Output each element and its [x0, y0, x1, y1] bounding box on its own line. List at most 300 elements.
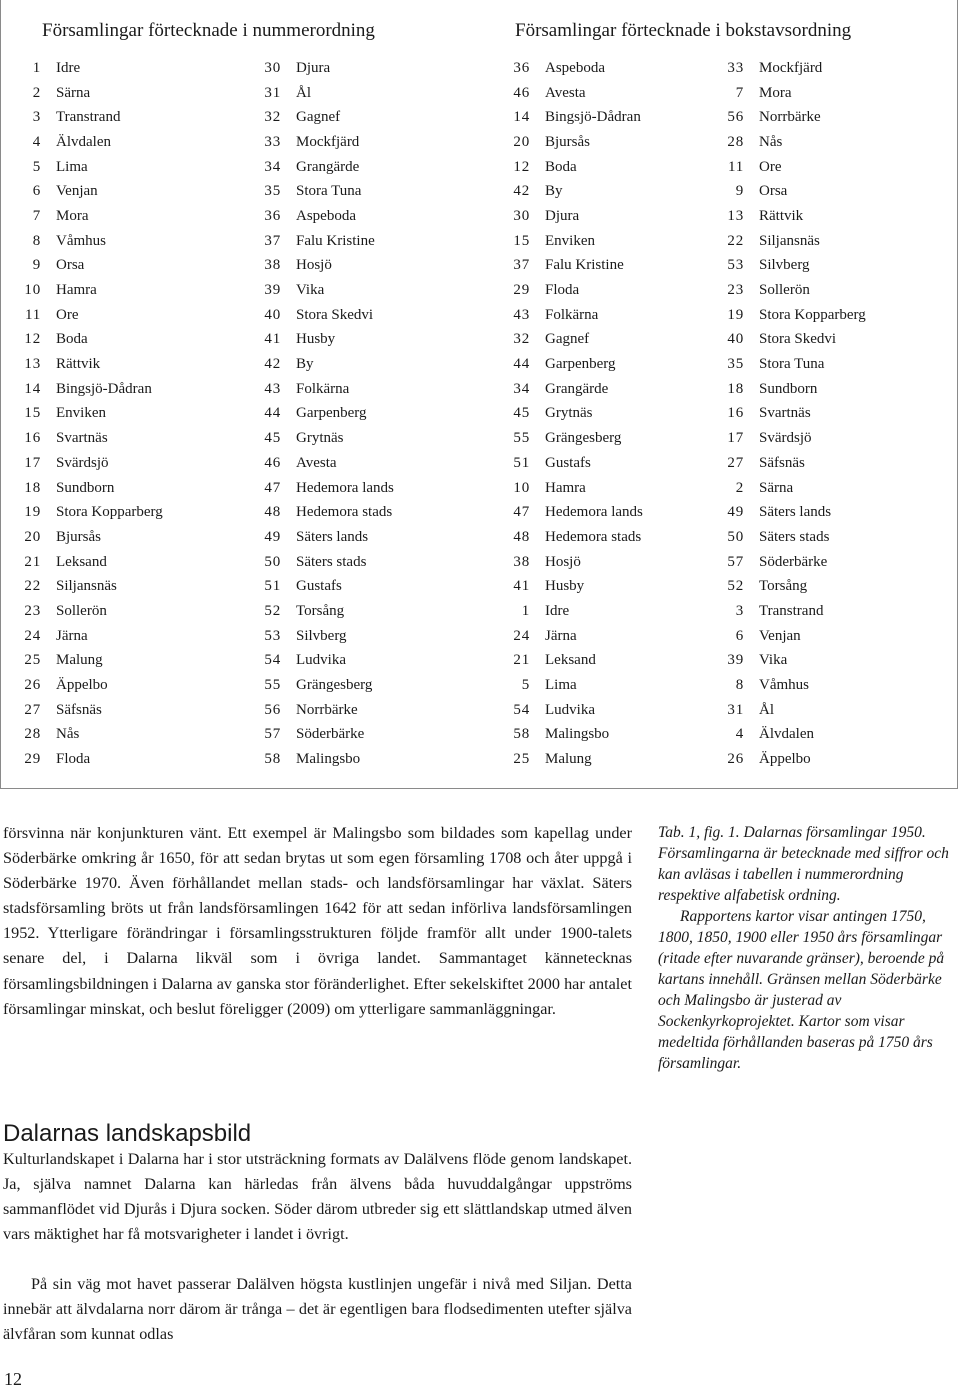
parish-row: [470, 229, 643, 254]
parish-name: Svärdsjö: [56, 454, 109, 471]
parish-row: [0, 723, 163, 748]
parish-name: Hedemora lands: [545, 504, 643, 521]
parish-name: Siljansnäs: [56, 578, 117, 595]
parish-number: 31: [727, 701, 744, 718]
parish-number: 7: [32, 207, 41, 224]
parish-number: 16: [24, 430, 41, 447]
parish-name: Gustafs: [545, 454, 591, 471]
parish-name: Folkärna: [545, 306, 599, 323]
parish-row: [695, 229, 866, 254]
parish-row: [222, 204, 394, 229]
parish-number: 43: [513, 306, 530, 323]
parish-number: 21: [513, 652, 530, 669]
parish-row: [470, 204, 643, 229]
parish-row: [222, 451, 394, 476]
parish-name: Stora Kopparberg: [759, 306, 866, 323]
parish-row: [222, 56, 394, 81]
parish-row: [695, 525, 866, 550]
parish-name: Transtrand: [56, 109, 121, 126]
parish-row: [695, 402, 866, 427]
parish-row: [470, 278, 643, 303]
parish-name: Folkärna: [296, 380, 350, 397]
parish-number: 11: [727, 158, 744, 175]
parish-name: Leksand: [56, 553, 107, 570]
parish-name: Svartnäs: [759, 405, 811, 422]
parish-name: Torsång: [296, 602, 345, 619]
parish-name: Orsa: [759, 183, 788, 200]
parish-row: [222, 303, 394, 328]
parish-number: 36: [264, 207, 281, 224]
parish-row: [470, 747, 643, 772]
parish-name: Vika: [759, 652, 788, 669]
parish-row: [695, 254, 866, 279]
parish-number: 15: [24, 405, 41, 422]
parish-row: [470, 81, 643, 106]
parish-number: 10: [513, 479, 530, 496]
parish-row: [470, 574, 643, 599]
parish-row: [470, 476, 643, 501]
parish-number: 39: [264, 282, 281, 299]
parish-name: Hedemora lands: [296, 479, 394, 496]
parish-name: Norrbärke: [759, 109, 821, 126]
parish-number: 29: [513, 282, 530, 299]
parish-number: 51: [264, 578, 281, 595]
parish-row: [222, 254, 394, 279]
parish-number: 46: [513, 84, 530, 101]
parish-row: [0, 747, 163, 772]
parish-name: Grängesberg: [296, 677, 373, 694]
parish-name: Ludvika: [545, 701, 595, 718]
parish-number: 49: [264, 528, 281, 545]
parish-row: [695, 155, 866, 180]
parish-number: 22: [24, 578, 41, 595]
parish-row: [0, 698, 163, 723]
parish-row: [470, 130, 643, 155]
parish-name: Transtrand: [759, 602, 824, 619]
parish-number: 2: [32, 84, 41, 101]
parish-number: 53: [727, 257, 744, 274]
parish-row: [695, 81, 866, 106]
parish-name: Säters stads: [296, 553, 367, 570]
parish-name: Malung: [545, 751, 592, 768]
parish-row: [0, 254, 163, 279]
parish-name: Hedemora stads: [296, 504, 393, 521]
parish-row: [470, 649, 643, 674]
parish-row: [470, 377, 643, 402]
parish-number: 12: [513, 158, 530, 175]
parish-number: 13: [24, 356, 41, 373]
parish-row: [222, 130, 394, 155]
parish-name: Sollerön: [56, 602, 107, 619]
parish-name: Aspeboda: [296, 207, 356, 224]
parish-name: Våmhus: [759, 677, 809, 694]
parish-number: 35: [727, 356, 744, 373]
parish-name: Aspeboda: [545, 59, 605, 76]
parish-number: 5: [32, 158, 41, 175]
parish-number: 9: [735, 183, 744, 200]
parish-number: 7: [735, 84, 744, 101]
parish-name: Mora: [759, 84, 792, 101]
parish-row: [0, 56, 163, 81]
parish-name: Djura: [296, 59, 331, 76]
parish-row: [470, 56, 643, 81]
parish-number: 55: [264, 677, 281, 694]
parish-row: [0, 673, 163, 698]
parish-name: Sollerön: [759, 282, 810, 299]
parish-row: [470, 698, 643, 723]
parish-name: Söderbärke: [759, 553, 828, 570]
parish-number: 28: [727, 133, 744, 150]
parish-row: [695, 550, 866, 575]
parish-row: [695, 130, 866, 155]
parish-number: 5: [521, 677, 530, 694]
parish-number: 39: [727, 652, 744, 669]
parish-number: 45: [513, 405, 530, 422]
parish-row: [695, 278, 866, 303]
parish-row: [222, 352, 394, 377]
parish-name: Grangärde: [545, 380, 609, 397]
parish-name: Floda: [56, 751, 91, 768]
parish-row: [695, 451, 866, 476]
parish-row: [470, 179, 643, 204]
caption-paragraph-1: Tab. 1, fig. 1. Dalarnas församlingar 1950. Församlingarna är betecknade med siffror och kan avläsas i tabellen i nummerordning respektive alfabetisk ordning.: [658, 824, 949, 904]
parish-number: 3: [32, 109, 41, 126]
parish-name: Silvberg: [759, 257, 810, 274]
parish-number: 17: [727, 430, 744, 447]
parish-name: Särna: [56, 84, 91, 101]
parish-name: Silvberg: [296, 627, 347, 644]
parish-row: [695, 303, 866, 328]
parish-row: [0, 377, 163, 402]
parish-number: 44: [513, 356, 530, 373]
parish-row: [222, 155, 394, 180]
parish-row: [222, 81, 394, 106]
figure-caption: [658, 822, 950, 1074]
parish-name: Våmhus: [56, 232, 106, 249]
parish-number: 24: [24, 627, 41, 644]
parish-name: Järna: [545, 627, 577, 644]
parish-row: [222, 747, 394, 772]
parish-name: Hamra: [545, 479, 586, 496]
parish-number: 1: [32, 59, 41, 76]
parish-row: [0, 105, 163, 130]
parish-name: Mockfjärd: [296, 133, 360, 150]
parish-row: [0, 525, 163, 550]
parish-number: 4: [735, 726, 744, 743]
parish-name: Venjan: [56, 183, 98, 200]
parish-name: Lima: [545, 677, 577, 694]
parish-row: [222, 377, 394, 402]
parish-row: [0, 550, 163, 575]
numeric-column-2: [222, 56, 394, 772]
parish-name: Avesta: [296, 454, 337, 471]
parish-name: Djura: [545, 207, 580, 224]
parish-name: Säfsnäs: [759, 454, 805, 471]
parish-number: 21: [24, 553, 41, 570]
parish-name: Svärdsjö: [759, 430, 812, 447]
parish-name: Sundborn: [759, 380, 818, 397]
parish-name: By: [545, 183, 563, 200]
body-paragraph-2: Kulturlandskapet i Dalarna har i stor utsträckning formats av Dalälvens flöde genom landskapet. Ja, själva namnet Dalarna kan härledas från älvens båda huvuddalgångar uppströms sammanflödet vid Djurås i Djura socken. Söder därom utbreder sig ett slättlandskap utmed älven vars mäktighet har få motsvarigheter i landet i övrigt.: [3, 1150, 632, 1244]
parish-name: Garpenberg: [545, 356, 616, 373]
parish-name: Leksand: [545, 652, 596, 669]
parish-number: 40: [264, 306, 281, 323]
parish-number: 14: [24, 380, 41, 397]
parish-row: [695, 599, 866, 624]
parish-name: By: [296, 356, 314, 373]
parish-row: [695, 328, 866, 353]
parish-number: 40: [727, 331, 744, 348]
parish-row: [470, 328, 643, 353]
parish-name: Stora Tuna: [759, 356, 825, 373]
parish-row: [222, 500, 394, 525]
parish-number: 26: [727, 751, 744, 768]
parish-number: 25: [513, 751, 530, 768]
parish-name: Järna: [56, 627, 88, 644]
parish-row: [695, 574, 866, 599]
parish-number: 49: [727, 504, 744, 521]
parish-row: [222, 328, 394, 353]
parish-number: 32: [264, 109, 281, 126]
parish-row: [695, 105, 866, 130]
parish-number: 37: [264, 232, 281, 249]
parish-row: [222, 624, 394, 649]
parish-name: Husby: [296, 331, 336, 348]
parish-number: 46: [264, 454, 281, 471]
parish-row: [0, 229, 163, 254]
parish-row: [695, 673, 866, 698]
parish-row: [222, 574, 394, 599]
parish-row: [470, 500, 643, 525]
parish-name: Boda: [545, 158, 577, 175]
parish-number: 16: [727, 405, 744, 422]
parish-number: 27: [24, 701, 41, 718]
parish-row: [695, 476, 866, 501]
parish-number: 32: [513, 331, 530, 348]
parish-name: Bingsjö-Dådran: [56, 380, 152, 397]
parish-name: Ore: [56, 306, 79, 323]
parish-number: 10: [24, 282, 41, 299]
parish-name: Bjursås: [545, 133, 590, 150]
parish-number: 38: [513, 553, 530, 570]
parish-number: 20: [513, 133, 530, 150]
parish-number: 56: [264, 701, 281, 718]
parish-name: Bingsjö-Dådran: [545, 109, 641, 126]
parish-number: 33: [727, 59, 744, 76]
parish-number: 23: [727, 282, 744, 299]
section-heading: Dalarnas landskapsbild: [3, 1119, 252, 1147]
parish-number: 8: [32, 232, 41, 249]
parish-row: [470, 599, 643, 624]
parish-number: 51: [513, 454, 530, 471]
parish-row: [0, 476, 163, 501]
parish-name: Rättvik: [56, 356, 101, 373]
parish-row: [222, 278, 394, 303]
parish-number: 6: [32, 183, 41, 200]
parish-row: [470, 402, 643, 427]
parish-name: Grängesberg: [545, 430, 622, 447]
page-number: 12: [4, 1369, 22, 1389]
parish-number: 22: [727, 232, 744, 249]
parish-number: 52: [727, 578, 744, 595]
parish-name: Hosjö: [296, 257, 332, 274]
parish-name: Älvdalen: [759, 726, 814, 743]
parish-row: [222, 525, 394, 550]
parish-row: [222, 476, 394, 501]
parish-number: 56: [727, 109, 744, 126]
alphabetical-column-1: [470, 56, 643, 772]
parish-number: 27: [727, 454, 744, 471]
parish-name: Stora Tuna: [296, 183, 362, 200]
parish-name: Idre: [545, 602, 570, 619]
parish-number: 26: [24, 677, 41, 694]
parish-row: [470, 155, 643, 180]
parish-row: [470, 352, 643, 377]
parish-name: Husby: [545, 578, 585, 595]
parish-name: Älvdalen: [56, 133, 111, 150]
parish-row: [470, 525, 643, 550]
parish-number: 2: [735, 479, 744, 496]
parish-number: 57: [264, 726, 281, 743]
parish-number: 54: [264, 652, 281, 669]
parish-row: [0, 402, 163, 427]
parish-name: Malingsbo: [296, 751, 361, 768]
parish-number: 17: [24, 454, 41, 471]
parish-number: 43: [264, 380, 281, 397]
alphabetical-order-heading: Församlingar förtecknade i bokstavsordning: [515, 20, 852, 41]
parish-name: Grytnäs: [296, 430, 344, 447]
parish-name: Mora: [56, 207, 89, 224]
parish-name: Floda: [545, 282, 580, 299]
parish-number: 45: [264, 430, 281, 447]
body-paragraph-3: På sin väg mot havet passerar Dalälven högsta kustlinjen ungefär i nivå med Siljan. Detta innebär att älvdalarna norr därom är trånga – det är egentligen bara flodsedimenten utefter själva älvfåran som kunnat odlas: [3, 1275, 632, 1344]
parish-name: Grangärde: [296, 158, 360, 175]
parish-name: Orsa: [56, 257, 85, 274]
parish-number: 15: [513, 232, 530, 249]
parish-name: Vika: [296, 282, 325, 299]
parish-row: [470, 624, 643, 649]
parish-number: 23: [24, 602, 41, 619]
parish-number: 50: [727, 528, 744, 545]
parish-number: 25: [24, 652, 41, 669]
parish-name: Enviken: [56, 405, 106, 422]
parish-row: [222, 599, 394, 624]
parish-row: [222, 426, 394, 451]
parish-name: Säters lands: [296, 528, 369, 545]
parish-row: [695, 747, 866, 772]
parish-number: 14: [513, 109, 530, 126]
parish-name: Grytnäs: [545, 405, 593, 422]
numeric-column-1: [0, 56, 163, 772]
parish-row: [695, 698, 866, 723]
parish-row: [0, 426, 163, 451]
parish-row: [0, 649, 163, 674]
parish-row: [222, 105, 394, 130]
parish-name: Söderbärke: [296, 726, 365, 743]
parish-row: [695, 179, 866, 204]
parish-name: Lima: [56, 158, 88, 175]
parish-number: 1: [521, 602, 530, 619]
parish-row: [0, 303, 163, 328]
parish-number: 29: [24, 751, 41, 768]
parish-row: [0, 179, 163, 204]
parish-number: 24: [513, 627, 530, 644]
parish-row: [0, 130, 163, 155]
body-paragraph-1: försvinna när konjunkturen vänt. Ett exempel är Malingsbo som bildades som kapellag under Söderbärke omkring år 1650, för att sedan brytas ut som egen församling 1708 och åter uppgå i Söderbärke 1970. Även förhållandet mellan stads- och landsförsamlingar har växlat. Säters stadsförsamling bröts ut från landsförsamlingen 1642 för att sedan införliva landsförsamlingen 1952. Ytterligare förändringar i församlingsstrukturen följde framför allt under 1900-talets senare del, i Dalarna likväl som i övriga landet. Sammantaget kännetecknas församlingsbildningen i Dalarna av ganska stor föränderlighet. Efter sekelskiftet 2000 har antalet församlingar minskat, och beslut föreligger (2009) om ytterligare sammanläggningar.: [3, 824, 632, 1018]
parish-name: Nås: [56, 726, 80, 743]
parish-number: 34: [264, 158, 281, 175]
parish-number: 41: [513, 578, 530, 595]
parish-row: [695, 723, 866, 748]
parish-number: 55: [513, 430, 530, 447]
parish-number: 3: [735, 602, 744, 619]
parish-name: Avesta: [545, 84, 586, 101]
parish-number: 50: [264, 553, 281, 570]
parish-name: Malung: [56, 652, 103, 669]
parish-name: Säfsnäs: [56, 701, 102, 718]
parish-name: Falu Kristine: [296, 232, 375, 249]
parish-number: 57: [727, 553, 744, 570]
parish-name: Boda: [56, 331, 88, 348]
parish-name: Äppelbo: [759, 751, 811, 768]
parish-name: Ål: [296, 84, 311, 101]
parish-name: Säters lands: [759, 504, 832, 521]
parish-number: 8: [735, 677, 744, 694]
parish-name: Säters stads: [759, 528, 830, 545]
parish-row: [0, 278, 163, 303]
parish-name: Enviken: [545, 232, 595, 249]
parish-number: 42: [513, 183, 530, 200]
parish-row: [0, 624, 163, 649]
parish-row: [0, 599, 163, 624]
parish-row: [222, 698, 394, 723]
parish-row: [695, 56, 866, 81]
parish-number: 52: [264, 602, 281, 619]
parish-row: [470, 550, 643, 575]
parish-row: [222, 723, 394, 748]
parish-row: [0, 451, 163, 476]
parish-row: [222, 649, 394, 674]
parish-number: 47: [264, 479, 281, 496]
caption-paragraph-2: Rapportens kartor visar antingen 1750, 1800, 1850, 1900 eller 1950 års församlingar (ritade efter nuvarande gränser), beroende på kartans innehåll. Gränsen mellan Söderbärke och Malingsbo är justerad av Sockenkyrkoprojektet. Kartor som visar medeltida förhållanden baseras på 1750 års församlingar.: [658, 908, 945, 1072]
parish-name: Hedemora stads: [545, 528, 642, 545]
parish-name: Siljansnäs: [759, 232, 820, 249]
parish-name: Norrbärke: [296, 701, 358, 718]
parish-number: 42: [264, 356, 281, 373]
parish-row: [470, 723, 643, 748]
parish-row: [0, 155, 163, 180]
parish-number: 18: [727, 380, 744, 397]
parish-row: [470, 303, 643, 328]
parish-row: [695, 649, 866, 674]
parish-number: 36: [513, 59, 530, 76]
parish-number: 9: [32, 257, 41, 274]
parish-row: [695, 426, 866, 451]
parish-number: 44: [264, 405, 281, 422]
parish-row: [470, 426, 643, 451]
parish-number: 20: [24, 528, 41, 545]
parish-number: 28: [24, 726, 41, 743]
numeric-order-heading: Församlingar förtecknade i nummerordning: [42, 20, 375, 41]
parish-row: [0, 500, 163, 525]
parish-number: 4: [32, 133, 41, 150]
parish-number: 18: [24, 479, 41, 496]
parish-number: 19: [727, 306, 744, 323]
parish-name: Stora Skedvi: [296, 306, 374, 323]
parish-name: Ore: [759, 158, 782, 175]
parish-number: 33: [264, 133, 281, 150]
parish-name: Ål: [759, 701, 774, 718]
